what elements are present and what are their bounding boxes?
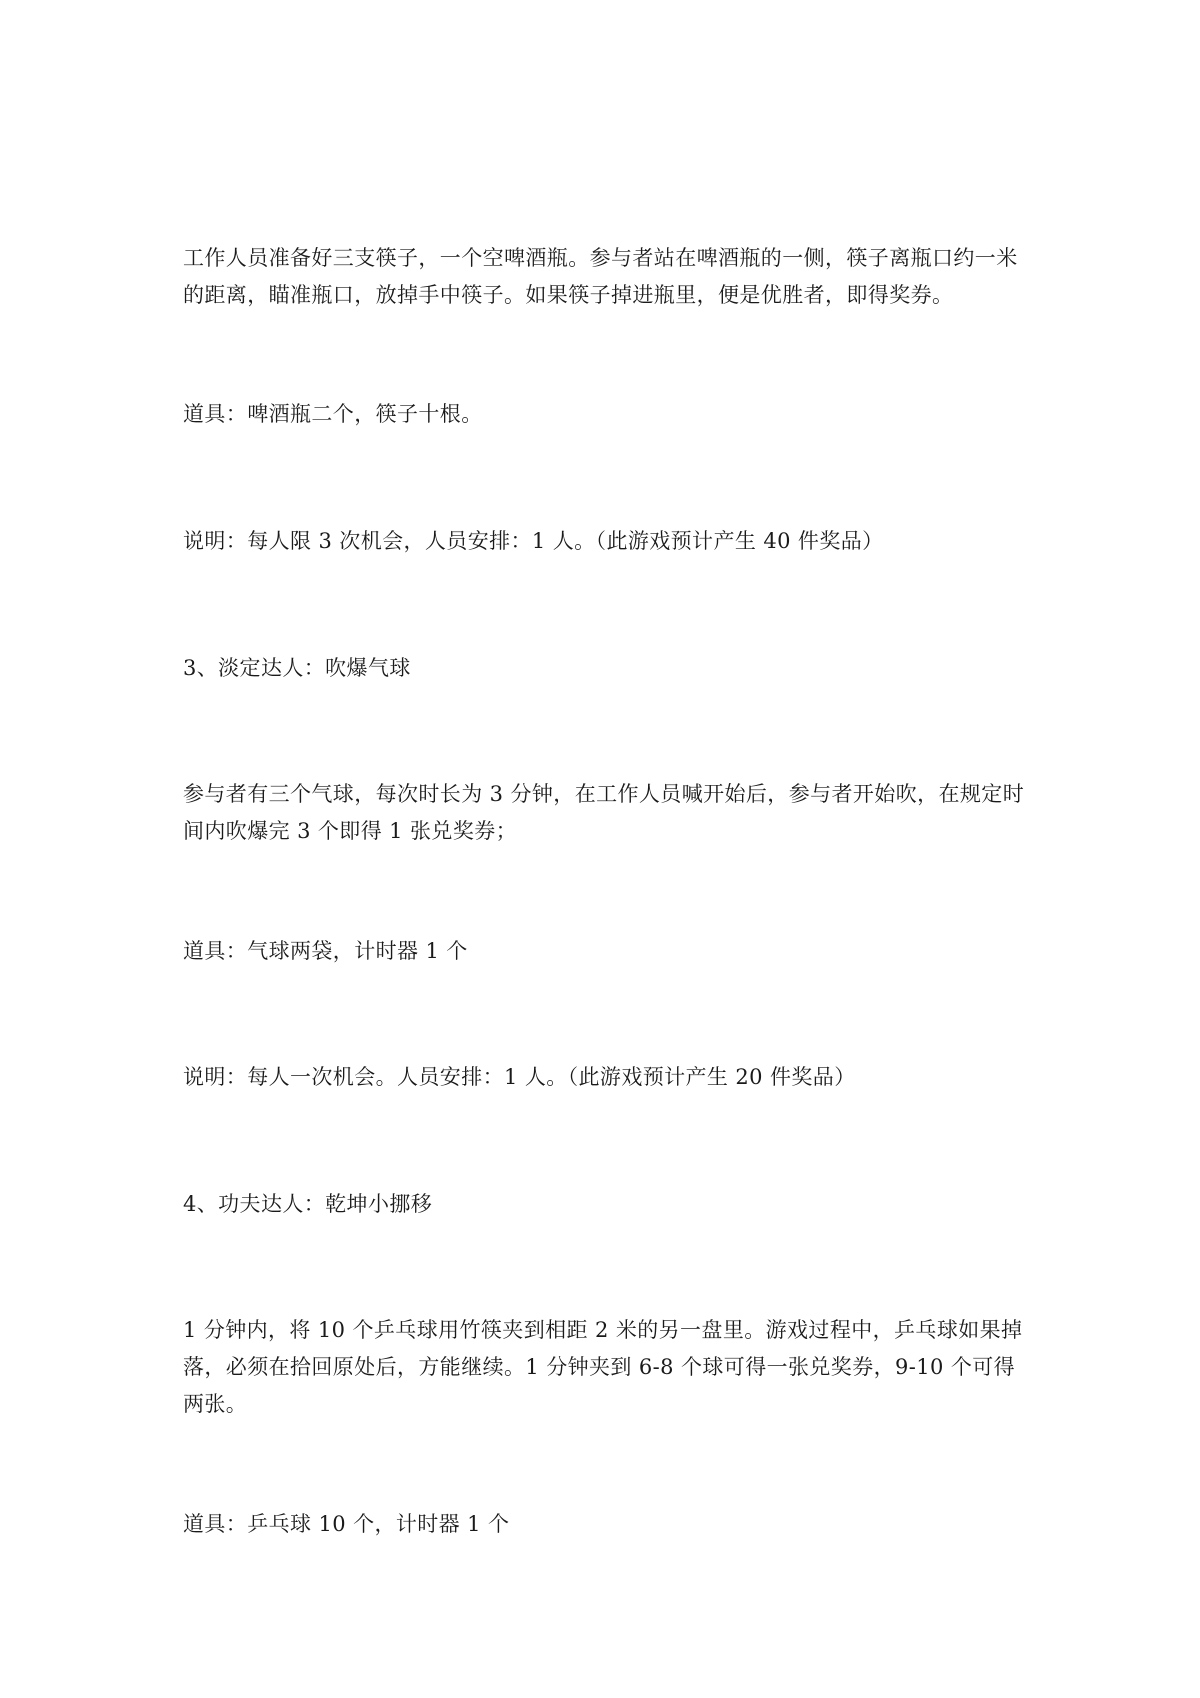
section-heading-kungfu-game: 4、功夫达人：乾坤小挪移: [183, 1192, 433, 1216]
paragraph-chopsticks-props: 道具：啤酒瓶二个，筷子十根。: [183, 402, 483, 426]
paragraph-chopsticks-game-rules: 工作人员准备好三支筷子，一个空啤酒瓶。参与者站在啤酒瓶的一侧，筷子离瓶口约一米的距离，瞄准瓶口，放掉手中筷子。如果筷子掉进瓶里，便是优胜者，即得奖券。: [183, 246, 1018, 307]
paragraph-pingpong-props: 道具：乒乓球 10 个，计时器 1 个: [183, 1512, 510, 1536]
paragraph-pingpong-game-rules: 1 分钟内，将 10 个乒乓球用竹筷夹到相距 2 米的另一盘里。游戏过程中，乒乓球如果掉落，必须在拾回原处后，方能继续。1 分钟夹到 6-8 个球可得一张兑奖券，9-10 个可得两张。: [183, 1318, 1023, 1416]
paragraph-balloon-notes: 说明：每人一次机会。人员安排：1 人。（此游戏预计产生 20 件奖品）: [183, 1065, 856, 1089]
section-heading-balloon-game: 3、淡定达人：吹爆气球: [183, 656, 411, 680]
paragraph-balloon-props: 道具：气球两袋，计时器 1 个: [183, 939, 468, 963]
paragraph-chopsticks-notes: 说明：每人限 3 次机会，人员安排：1 人。（此游戏预计产生 40 件奖品）: [183, 529, 884, 553]
paragraph-balloon-game-rules: 参与者有三个气球，每次时长为 3 分钟，在工作人员喊开始后，参与者开始吹，在规定时间内吹爆完 3 个即得 1 张兑奖券；: [183, 782, 1025, 843]
